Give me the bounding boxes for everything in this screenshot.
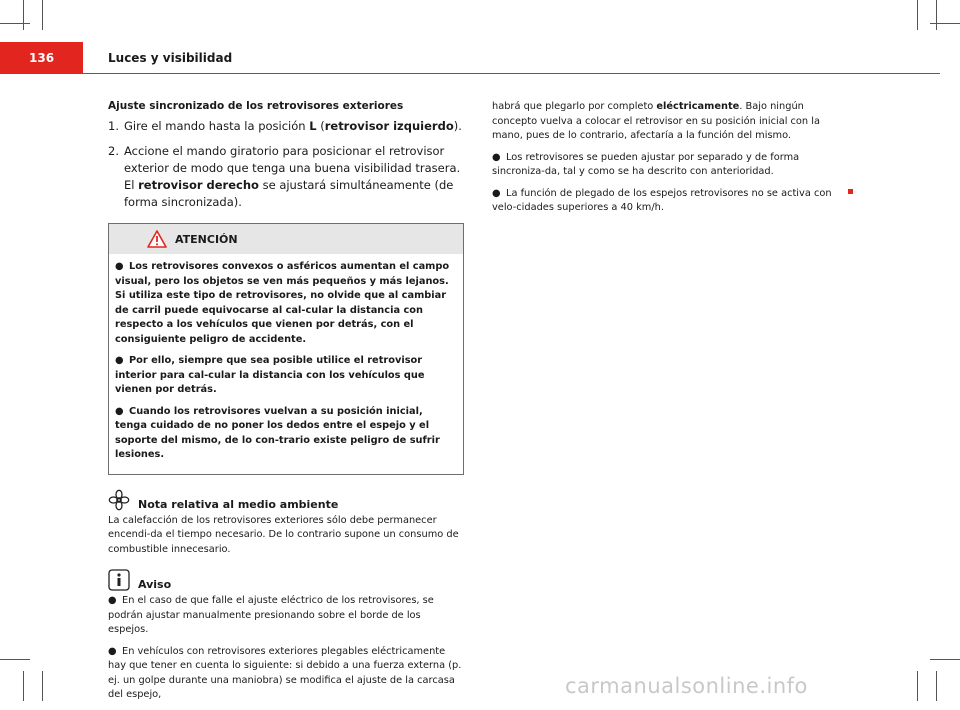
step-text <box>124 118 464 135</box>
warning-body <box>109 254 463 474</box>
watermark: carmanualsonline.info <box>565 674 808 698</box>
list-item <box>108 594 464 638</box>
list-item-text: En el caso de que falle el ajuste eléctrico de los retrovisores, se podrán ajustar manualmente presionando sobre el borde de los espejos. <box>108 595 434 635</box>
paragraph-text: habrá que plegarlo por completo <box>492 101 657 112</box>
crop-mark <box>23 0 24 30</box>
step-bold-part: retrovisor derecho <box>138 178 259 192</box>
environment-note-text: La calefacción de los retrovisores exteriores sólo debe permanecer encendi-da el tiempo necesario. De lo contrario supone un consumo de combustible innecesario. <box>108 514 459 555</box>
step-number: 1. <box>108 119 119 133</box>
crop-mark <box>917 671 918 701</box>
bullet: ● <box>492 151 501 163</box>
list-item-text: Por ello, siempre que sea posible utilice el retrovisor interior para cal-cular la distancia con los vehículos que vienen por detrás. <box>115 355 425 395</box>
environment-note-title: Nota relativa al medio ambiente <box>138 497 339 511</box>
section-title: Ajuste sincronizado de los retrovisores exteriores <box>108 100 404 112</box>
crop-mark <box>930 659 960 660</box>
list-item <box>492 187 848 216</box>
header-divider <box>83 73 940 74</box>
step-text-part: Gire el mando hasta la posición <box>124 119 310 133</box>
step-2 <box>108 143 464 211</box>
crop-mark <box>42 671 43 701</box>
aviso-title: Aviso <box>138 578 172 591</box>
crop-mark <box>23 671 24 701</box>
crop-mark <box>917 0 918 30</box>
crop-mark <box>936 671 937 701</box>
list-item-text: En vehículos con retrovisores exteriores plegables eléctricamente hay que tener en cuenta lo siguiente: si debido a una fuerza externa (p. ej. un golpe durante una maniobra) se modifica el ajuste de la carcasa del espejo, <box>108 645 462 700</box>
bullet: ● <box>115 355 124 366</box>
paragraph-text: . Bajo ningún concepto vuelva a colocar el retrovisor en su posición inicial con la mano, pues de lo contrario, afectaría a la función del mismo. <box>492 101 820 141</box>
environment-note-body <box>108 514 464 558</box>
crop-mark <box>42 0 43 30</box>
list-item <box>108 645 464 703</box>
list-item-text: Cuando los retrovisores vuelvan a su posición inicial, tenga cuidado de no poner los dedos entre el espejo y el soporte del mismo, de lo con-trario existe peligro de sufrir lesiones. <box>115 405 440 460</box>
list-item <box>115 260 457 347</box>
list-item-text: Los retrovisores convexos o asféricos aumentan el campo visual, pero los objetos se ven más pequeños y más lejanos. Si utiliza este tipo de retrovisores, no olvide que al cambiar de carril puede equivocarse al cal-cular la distancia con respecto a los vehículos que vienen por detrás, con el consiguiente peligro de accidente. <box>115 261 450 345</box>
step-text-part: ( <box>316 119 325 133</box>
warning-box <box>108 223 464 475</box>
flower-icon <box>108 489 130 511</box>
bullet: ● <box>108 645 117 657</box>
right-column <box>492 100 848 223</box>
paragraph-bold-text: eléctricamente <box>656 101 740 112</box>
list-item <box>115 405 457 463</box>
step-text-part: ). <box>453 119 462 133</box>
step-text-part: Accione el mando giratorio para posicionar el retrovisor exterior de modo que tenga una buena visibilidad trasera. El <box>124 144 461 192</box>
crop-mark <box>0 23 30 24</box>
bullet: ● <box>492 187 501 199</box>
aviso-body <box>108 594 464 703</box>
bullet: ● <box>108 595 117 606</box>
list-item <box>492 151 848 180</box>
info-icon <box>108 569 130 591</box>
list-item-text: La función de plegado de los espejos retrovisores no se activa con velo-cidades superiores a 40 km/h. <box>492 187 832 213</box>
section-end-marker <box>848 189 853 194</box>
step-text-part: se ajustará simultáneamente (de forma sincronizada). <box>124 178 454 209</box>
step-bold-part: retrovisor izquierdo <box>324 119 454 133</box>
bullet: ● <box>115 405 124 417</box>
continuation-paragraph <box>492 100 848 144</box>
left-column <box>108 100 464 710</box>
step-text <box>124 143 464 211</box>
bullet: ● <box>115 261 124 272</box>
list-item <box>115 354 457 398</box>
page-number: 136 <box>0 42 83 74</box>
warning-header <box>109 224 463 254</box>
crop-mark <box>0 659 30 660</box>
warning-triangle-icon <box>147 230 167 248</box>
crop-mark <box>930 23 960 24</box>
crop-mark <box>936 0 937 30</box>
step-1 <box>108 118 464 135</box>
aviso-header <box>108 569 464 591</box>
environment-note-header <box>108 489 464 511</box>
list-item-text: Los retrovisores se pueden ajustar por separado y de forma sincroniza-da, tal y como se ha descrito con anterioridad. <box>492 151 800 177</box>
step-number: 2. <box>108 144 119 158</box>
chapter-title: Luces y visibilidad <box>108 51 233 65</box>
step-bold-part: L <box>309 119 317 133</box>
warning-title: ATENCIÓN <box>175 232 238 246</box>
